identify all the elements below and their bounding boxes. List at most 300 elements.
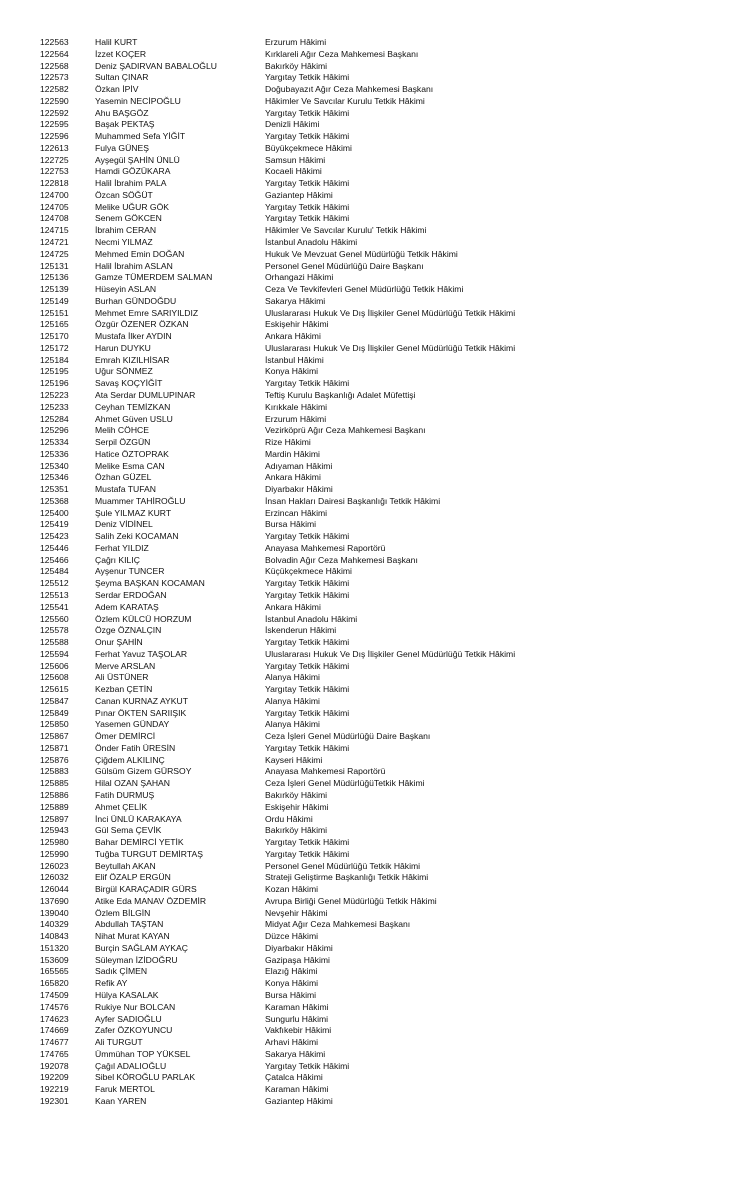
list-item [0, 955, 746, 967]
position-title: Mardin Hâkimi [265, 448, 320, 459]
position-title: Yargıtay Tetkik Hâkimi [265, 107, 350, 118]
position-title: İstanbul Anadolu Hâkimi [265, 613, 358, 624]
person-name: Çağrı KILIÇ [95, 554, 140, 565]
list-item [0, 837, 746, 849]
position-title: Yargıtay Tetkik Hâkimi [265, 660, 350, 671]
position-title: Erzurum Hâkimi [265, 37, 327, 47]
record-number: 125195 [40, 366, 69, 377]
list-item [0, 637, 746, 649]
list-item [0, 1025, 746, 1037]
position-title: Kırklareli Ağır Ceza Mahkemesi Başkanı [265, 48, 419, 59]
person-name: Gül Sema ÇEVİK [95, 825, 162, 836]
position-title: Bursa Hâkimi [265, 990, 317, 1001]
list-item [0, 284, 746, 296]
position-title: Bakırköy Hâkimi [265, 60, 328, 71]
person-name: Gülsüm Gizem GÜRSOY [95, 766, 192, 777]
position-title: Eskişehir Hâkimi [265, 319, 329, 330]
list-item [0, 743, 746, 755]
list-item [0, 319, 746, 331]
record-number: 125943 [40, 825, 69, 836]
record-number: 124700 [40, 189, 69, 200]
record-number: 122725 [40, 154, 69, 165]
list-item [0, 96, 746, 108]
person-name: Uğur SÖNMEZ [95, 366, 153, 377]
position-title: Uluslararası Hukuk Ve Dış İlişkiler Genel Müdürlüğü Tetkik Hâkimi [265, 648, 516, 659]
person-name: Deniz ŞADIRVAN BABALOĞLU [95, 60, 217, 71]
position-title: Ordu Hâkimi [265, 813, 313, 824]
list-item [0, 614, 746, 626]
position-title: Personel Genel Müdürlüğü Tetkik Hâkimi [265, 860, 421, 871]
position-title: Karaman Hâkimi [265, 1084, 329, 1095]
person-name: Çağıl ADALIOĞLU [95, 1060, 167, 1071]
record-number: 125284 [40, 413, 69, 424]
position-title: Yargıtay Tetkik Hâkimi [265, 589, 350, 600]
record-number: 174669 [40, 1025, 69, 1036]
person-name: İzzet KOÇER [95, 48, 147, 59]
position-title: Vezirköprü Ağır Ceza Mahkemesi Başkanı [265, 425, 426, 436]
position-title: Vakfıkebir Hâkimi [265, 1025, 332, 1036]
person-name: Elif ÖZALP ERGÜN [95, 872, 171, 883]
position-title: Yargıtay Tetkik Hâkimi [265, 178, 350, 189]
record-number: 125149 [40, 295, 69, 306]
person-name: Ceyhan TEMİZKAN [95, 401, 171, 412]
person-name: Ahu BAŞGÖZ [95, 107, 149, 118]
person-name: Canan KURNAZ AYKUT [95, 695, 188, 706]
position-title: İstanbul Hâkimi [265, 354, 324, 365]
person-name: Özgür ÖZENER ÖZKAN [95, 319, 189, 330]
record-number: 122590 [40, 95, 69, 106]
list-item [0, 449, 746, 461]
record-number: 125615 [40, 684, 69, 695]
record-number: 125368 [40, 495, 69, 506]
person-name: Ümmühan TOP YÜKSEL [95, 1048, 191, 1059]
person-name: Tuğba TURGUT DEMİRTAŞ [95, 848, 203, 859]
record-number: 122818 [40, 178, 69, 189]
list-item [0, 555, 746, 567]
list-item [0, 414, 746, 426]
person-name: Hüseyin ASLAN [95, 284, 157, 295]
position-title: Anayasa Mahkemesi Raportörü [265, 542, 386, 553]
list-item [0, 661, 746, 673]
position-title: Yargıtay Tetkik Hâkimi [265, 201, 350, 212]
person-name: Özlem BİLGİN [95, 907, 151, 918]
position-title: Yargıtay Tetkik Hâkimi [265, 742, 350, 753]
record-number: 125466 [40, 554, 69, 565]
person-name: Şeyma BAŞKAN KOCAMAN [95, 578, 205, 589]
list-item [0, 131, 746, 143]
position-title: Kırıkkale Hâkimi [265, 401, 328, 412]
list-item [0, 213, 746, 225]
record-number: 122573 [40, 72, 69, 83]
person-name: Sibel KÖROĞLU PARLAK [95, 1072, 196, 1083]
list-item [0, 178, 746, 190]
record-number: 192219 [40, 1084, 69, 1095]
record-number: 125512 [40, 578, 69, 589]
position-title: Ceza İşleri Genel Müdürlüğü Daire Başkanı [265, 731, 431, 742]
person-name: Pınar ÖKTEN SARIIŞIK [95, 707, 187, 718]
person-name: Halil İbrahim ASLAN [95, 260, 173, 271]
record-number: 122563 [40, 37, 69, 47]
record-number: 125136 [40, 272, 69, 283]
record-number: 139040 [40, 907, 69, 918]
list-item [0, 966, 746, 978]
record-number: 126023 [40, 860, 69, 871]
person-name: Özkan İPİV [95, 84, 139, 95]
list-item [0, 978, 746, 990]
record-number: 125897 [40, 813, 69, 824]
position-title: Samsun Hâkimi [265, 154, 326, 165]
position-title: Küçükçekmece Hâkimi [265, 566, 352, 577]
list-item [0, 684, 746, 696]
position-title: Düzce Hâkimi [265, 931, 319, 942]
position-title: Bursa Hâkimi [265, 519, 317, 530]
record-number: 125560 [40, 613, 69, 624]
person-name: Ahmet Güven USLU [95, 413, 173, 424]
list-item [0, 778, 746, 790]
record-number: 125876 [40, 754, 69, 765]
person-name: Süleyman İZİDOĞRU [95, 954, 178, 965]
record-number: 125336 [40, 448, 69, 459]
person-name: Deniz VİDİNEL [95, 519, 153, 530]
person-name: Yasemen GÜNDAY [95, 719, 170, 730]
record-number: 174765 [40, 1048, 69, 1059]
list-item [0, 531, 746, 543]
person-name: Emrah KIZILHİSAR [95, 354, 170, 365]
person-name: Salih Zeki KOCAMAN [95, 531, 179, 542]
position-title: Bakırköy Hâkimi [265, 790, 328, 800]
list-item [0, 696, 746, 708]
record-number: 174509 [40, 990, 69, 1001]
position-title: Rize Hâkimi [265, 437, 311, 448]
person-name: Hatice ÖZTOPRAK [95, 448, 169, 459]
record-number: 125541 [40, 601, 69, 612]
record-number: 125223 [40, 389, 69, 400]
position-title: Yargıtay Tetkik Hâkimi [265, 72, 350, 83]
record-number: 126032 [40, 872, 69, 883]
position-title: Avrupa Birliği Genel Müdürlüğü Tetkik Hâkimi [265, 895, 437, 906]
list-item [0, 672, 746, 684]
record-number: 125400 [40, 507, 69, 518]
list-item [0, 649, 746, 661]
position-title: Strateji Geliştirme Başkanlığı Tetkik Hâkimi [265, 872, 429, 883]
list-item [0, 990, 746, 1002]
position-title: Uluslararası Hukuk Ve Dış İlişkiler Genel Müdürlüğü Tetkik Hâkimi [265, 307, 516, 318]
list-item [0, 225, 746, 237]
position-title: Sakarya Hâkimi [265, 295, 326, 306]
record-number: 125340 [40, 460, 69, 471]
record-number: 125184 [40, 354, 69, 365]
record-number: 122568 [40, 60, 69, 71]
list-item [0, 755, 746, 767]
position-title: Yargıtay Tetkik Hâkimi [265, 707, 350, 718]
position-title: Bolvadin Ağır Ceza Mahkemesi Başkanı [265, 554, 418, 565]
record-number: 125608 [40, 672, 69, 683]
person-name: Hamdi GÖZÜKARA [95, 166, 171, 177]
list-item [0, 366, 746, 378]
position-title: Adıyaman Hâkimi [265, 460, 333, 471]
list-item [0, 790, 746, 802]
list-item [0, 1096, 746, 1108]
person-name: Burçin SAĞLAM AYKAÇ [95, 942, 188, 953]
person-name: Ali TURGUT [95, 1037, 143, 1048]
list-item [0, 602, 746, 614]
list-item [0, 884, 746, 896]
record-number: 126044 [40, 884, 69, 895]
record-number: 174576 [40, 1001, 69, 1012]
record-number: 125296 [40, 425, 69, 436]
record-number: 125886 [40, 790, 69, 800]
list-item [0, 519, 746, 531]
person-name: Beytullah AKAN [95, 860, 156, 871]
person-name: Gamze TÜMERDEM SALMAN [95, 272, 213, 283]
position-title: Ankara Hâkimi [265, 472, 321, 483]
position-title: Hukuk Ve Mevzuat Genel Müdürlüğü Tetkik Hâkimi [265, 248, 458, 259]
position-title: Yargıtay Tetkik Hâkimi [265, 1060, 350, 1071]
list-item [0, 249, 746, 261]
person-name: Kaan YAREN [95, 1095, 147, 1106]
position-title: Teftiş Kurulu Başkanlığı Adalet Müfettişi [265, 389, 416, 400]
person-name: Ayfer SADIOĞLU [95, 1013, 162, 1024]
person-name: Senem GÖKCEN [95, 213, 162, 224]
person-name: Mehmed Emin DOĞAN [95, 248, 185, 259]
list-item [0, 908, 746, 920]
person-name: Fulya GÜNEŞ [95, 142, 149, 153]
position-title: Erzincan Hâkimi [265, 507, 328, 518]
position-title: Hâkimler Ve Savcılar Kurulu Tetkik Hâkimi [265, 95, 425, 106]
list-item [0, 61, 746, 73]
list-item [0, 919, 746, 931]
record-number: 174623 [40, 1013, 69, 1024]
person-name: Refik AY [95, 978, 128, 989]
record-number: 125446 [40, 542, 69, 553]
person-name: Ferhat YILDIZ [95, 542, 149, 553]
list-item [0, 437, 746, 449]
position-title: Erzurum Hâkimi [265, 413, 327, 424]
record-number: 125849 [40, 707, 69, 718]
person-name: Burhan GÜNDOĞDU [95, 295, 177, 306]
list-item [0, 261, 746, 273]
person-name: Muhammed Sefa YİĞİT [95, 131, 186, 142]
position-title: Konya Hâkimi [265, 978, 319, 989]
record-number: 125867 [40, 731, 69, 742]
position-title: Ankara Hâkimi [265, 601, 321, 612]
position-title: Denizli Hâkimi [265, 119, 320, 130]
record-number: 125871 [40, 742, 69, 753]
person-name: Ayşenur TUNCER [95, 566, 165, 577]
position-title: Orhangazi Hâkimi [265, 272, 334, 283]
person-name: Sadık ÇİMEN [95, 966, 148, 977]
person-name: Mustafa İlker AYDIN [95, 331, 172, 342]
position-title: Konya Hâkimi [265, 366, 319, 377]
position-title: Alanya Hâkimi [265, 695, 320, 706]
record-number: 192301 [40, 1095, 69, 1106]
record-number: 125484 [40, 566, 69, 577]
list-item [0, 1084, 746, 1096]
person-name: Ata Serdar DUMLUPINAR [95, 389, 196, 400]
person-name: Ömer DEMİRCİ [95, 731, 156, 742]
list-item [0, 425, 746, 437]
list-item [0, 1061, 746, 1073]
person-name: Mustafa TUFAN [95, 484, 156, 495]
person-name: Özhan GÜZEL [95, 472, 152, 483]
record-number: 125990 [40, 848, 69, 859]
person-name: Kezban ÇETİN [95, 684, 153, 695]
list-item [0, 496, 746, 508]
position-title: İstanbul Anadolu Hâkimi [265, 237, 358, 248]
person-name: Zafer ÖZKOYUNCU [95, 1025, 173, 1036]
record-number: 140329 [40, 919, 69, 930]
record-number: 125151 [40, 307, 69, 318]
person-name: İbrahim CERAN [95, 225, 157, 236]
position-title: Yargıtay Tetkik Hâkimi [265, 531, 350, 542]
position-title: Yargıtay Tetkik Hâkimi [265, 578, 350, 589]
record-number: 125594 [40, 648, 69, 659]
list-item [0, 296, 746, 308]
position-title: Ceza Ve Tevkifevleri Genel Müdürlüğü Tetkik Hâkimi [265, 284, 464, 295]
person-name: Muammer TAHİROĞLU [95, 495, 186, 506]
person-name: Rukiye Nur BOLCAN [95, 1001, 176, 1012]
list-item [0, 508, 746, 520]
list-item [0, 461, 746, 473]
list-item [0, 119, 746, 131]
position-title: Kayseri Hâkimi [265, 754, 323, 765]
person-name: Adem KARATAŞ [95, 601, 159, 612]
person-name: Mehmet Emre SARIYILDIZ [95, 307, 199, 318]
record-number: 165820 [40, 978, 69, 989]
position-title: Anayasa Mahkemesi Raportörü [265, 766, 386, 777]
position-title: Ceza İşleri Genel MüdürlüğüTetkik Hâkimi [265, 778, 425, 789]
person-name: Özlem KÜLCÜ HORZUM [95, 613, 192, 624]
list-item [0, 272, 746, 284]
person-name: Ayşegül ŞAHİN ÜNLÜ [95, 154, 180, 165]
list-item [0, 708, 746, 720]
person-name: Şule YILMAZ KURT [95, 507, 172, 518]
person-name: Serdar ERDOĞAN [95, 589, 167, 600]
record-number: 124715 [40, 225, 69, 236]
position-title: Yargıtay Tetkik Hâkimi [265, 637, 350, 648]
position-title: Diyarbakır Hâkimi [265, 942, 333, 953]
list-item [0, 896, 746, 908]
list-item [0, 108, 746, 120]
position-title: Alanya Hâkimi [265, 719, 320, 730]
person-name: Yasemin NECİPOĞLU [95, 95, 181, 106]
position-title: Personel Genel Müdürlüğü Daire Başkanı [265, 260, 424, 271]
person-name: Bahar DEMİRCİ YETİK [95, 837, 184, 848]
position-title: Ankara Hâkimi [265, 331, 321, 342]
list-item [0, 343, 746, 355]
record-number: 165565 [40, 966, 69, 977]
record-number: 122596 [40, 131, 69, 142]
position-title: Eskişehir Hâkimi [265, 801, 329, 812]
position-title: Nevşehir Hâkimi [265, 907, 328, 918]
list-item [0, 378, 746, 390]
list-item [0, 1049, 746, 1061]
record-number: 125196 [40, 378, 69, 389]
person-name: Hilal OZAN ŞAHAN [95, 778, 170, 789]
personnel-list [0, 37, 746, 1108]
record-number: 125423 [40, 531, 69, 542]
list-item [0, 237, 746, 249]
record-number: 174677 [40, 1037, 69, 1048]
record-number: 125850 [40, 719, 69, 730]
record-number: 125131 [40, 260, 69, 271]
position-title: Gaziantep Hâkimi [265, 1095, 333, 1106]
list-item [0, 1014, 746, 1026]
person-name: Çiğdem ALKILINÇ [95, 754, 165, 765]
record-number: 125578 [40, 625, 69, 636]
person-name: Birgül KARAÇADIR GÜRS [95, 884, 197, 895]
person-name: Faruk MERTOL [95, 1084, 155, 1095]
list-item [0, 566, 746, 578]
position-title: Sakarya Hâkimi [265, 1048, 326, 1059]
record-number: 151320 [40, 942, 69, 953]
list-item [0, 331, 746, 343]
record-number: 125351 [40, 484, 69, 495]
list-item [0, 719, 746, 731]
list-item [0, 578, 746, 590]
list-item [0, 872, 746, 884]
position-title: Yargıtay Tetkik Hâkimi [265, 848, 350, 859]
record-number: 125885 [40, 778, 69, 789]
record-number: 122582 [40, 84, 69, 95]
record-number: 124705 [40, 201, 69, 212]
person-name: Nihat Murat KAYAN [95, 931, 170, 942]
person-name: Fatih DURMUŞ [95, 790, 155, 800]
position-title: Yargıtay Tetkik Hâkimi [265, 837, 350, 848]
list-item [0, 814, 746, 826]
position-title: Kocaeli Hâkimi [265, 166, 322, 177]
record-number: 125233 [40, 401, 69, 412]
position-title: Karaman Hâkimi [265, 1001, 329, 1012]
person-name: Merve ARSLAN [95, 660, 156, 671]
person-name: İnci ÜNLÜ KARAKAYA [95, 813, 182, 824]
position-title: Sungurlu Hâkimi [265, 1013, 329, 1024]
record-number: 125847 [40, 695, 69, 706]
record-number: 122595 [40, 119, 69, 130]
list-item [0, 155, 746, 167]
record-number: 122592 [40, 107, 69, 118]
position-title: Yargıtay Tetkik Hâkimi [265, 684, 350, 695]
list-item [0, 484, 746, 496]
list-item [0, 590, 746, 602]
position-title: Doğubayazıt Ağır Ceza Mahkemesi Başkanı [265, 84, 434, 95]
list-item [0, 1037, 746, 1049]
record-number: 125513 [40, 589, 69, 600]
record-number: 125606 [40, 660, 69, 671]
person-name: Başak PEKTAŞ [95, 119, 155, 130]
record-number: 125889 [40, 801, 69, 812]
list-item [0, 825, 746, 837]
list-item [0, 49, 746, 61]
list-item [0, 308, 746, 320]
person-name: Serpil ÖZGÜN [95, 437, 151, 448]
person-name: Ali ÜSTÜNER [95, 672, 149, 683]
position-title: Yargıtay Tetkik Hâkimi [265, 378, 350, 389]
person-name: Halil İbrahim PALA [95, 178, 167, 189]
record-number: 124721 [40, 237, 69, 248]
list-item [0, 861, 746, 873]
position-title: Elazığ Hâkimi [265, 966, 318, 977]
person-name: Harun DUYKU [95, 342, 151, 353]
list-item [0, 190, 746, 202]
position-title: Diyarbakır Hâkimi [265, 484, 333, 495]
list-item [0, 931, 746, 943]
list-item [0, 72, 746, 84]
list-item [0, 543, 746, 555]
list-item [0, 84, 746, 96]
record-number: 137690 [40, 895, 69, 906]
record-number: 124708 [40, 213, 69, 224]
